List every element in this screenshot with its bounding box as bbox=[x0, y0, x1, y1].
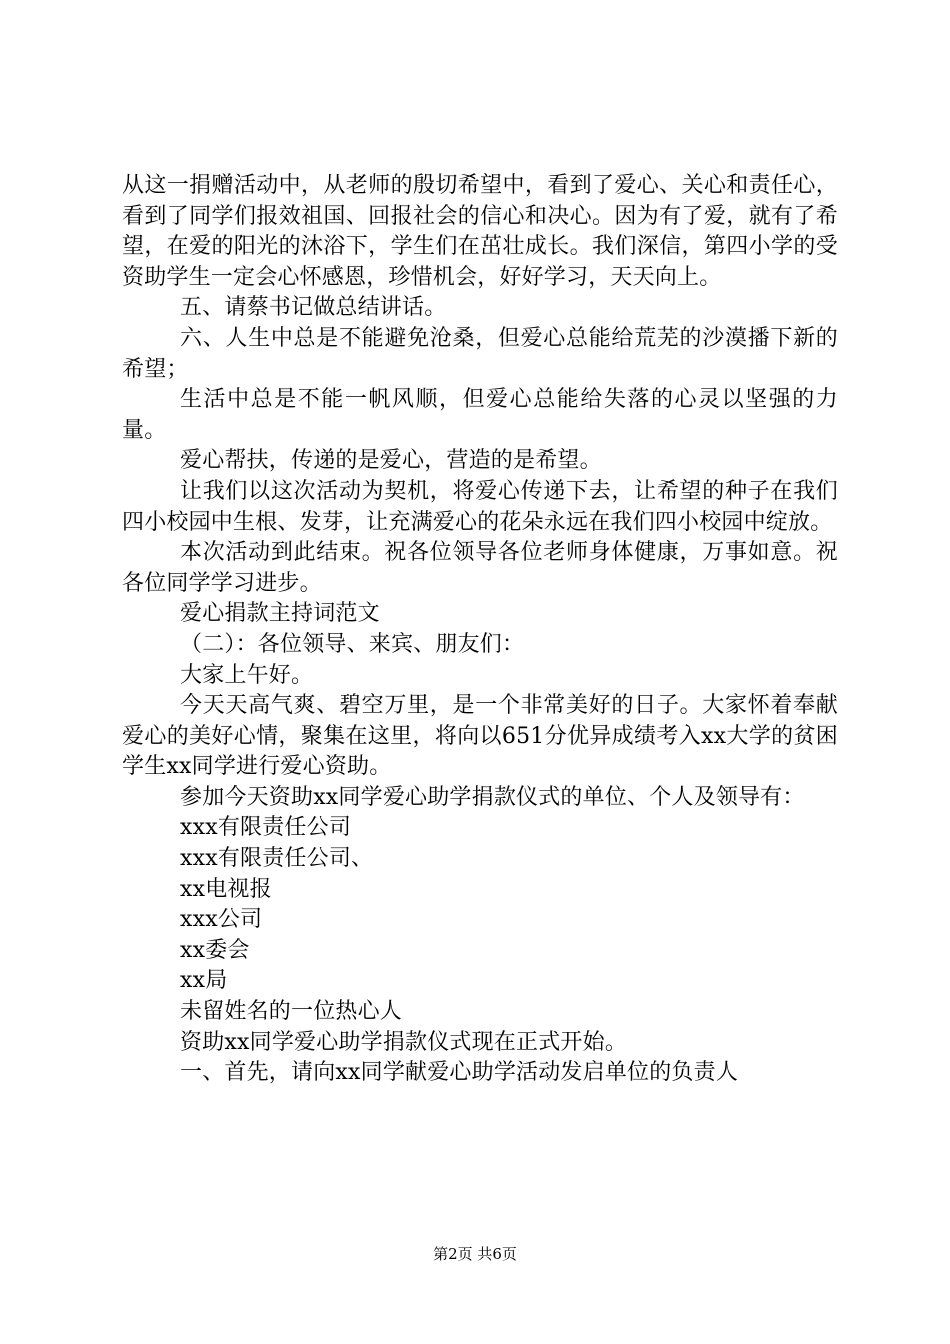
list-item: xx局 bbox=[180, 968, 228, 994]
paragraph: 六、人生中总是不能避免沧桑，但爱心总能给荒芜的沙漠播下新的希望； bbox=[122, 325, 838, 382]
list-item: xx电视报 bbox=[180, 876, 272, 902]
paragraph: 本次活动到此结束。祝各位领导各位老师身体健康，万事如意。祝各位同学学习进步。 bbox=[122, 540, 838, 596]
paragraph: 大家上午好。 bbox=[180, 662, 314, 688]
paragraph: 今天天高气爽、碧空万里，是一个非常美好的日子。大家怀着奉献爱心的美好心情，聚集在这里，将向以651分优异成绩考入xx大学的贫困学生xx同学进行爱心资助。 bbox=[122, 693, 838, 780]
list-item: xxx有限责任公司、 bbox=[180, 846, 374, 872]
document-body bbox=[122, 171, 838, 1089]
paragraph: 让我们以这次活动为契机，将爱心传递下去，让希望的种子在我们四小校园中生根、发芽，让充满爱心的花朵永远在我们四小校园中绽放。 bbox=[122, 478, 838, 535]
paragraph: 一、首先，请向xx同学献爱心助学活动发启单位的负责人 bbox=[180, 1060, 739, 1086]
paragraph: 爱心帮扶，传递的是爱心，营造的是希望。 bbox=[180, 448, 602, 474]
paragraph: 参加今天资助xx同学爱心助学捐款仪式的单位、个人及领导有： bbox=[180, 784, 805, 810]
list-item: 未留姓名的一位热心人 bbox=[180, 999, 403, 1025]
paragraph: 五、请蔡书记做总结讲话。 bbox=[180, 295, 447, 321]
list-item: xxx公司 bbox=[180, 907, 263, 933]
list-item: xx委会 bbox=[180, 937, 250, 963]
paragraph: 生活中总是不能一帆风顺，但爱心总能给失落的心灵以坚强的力量。 bbox=[122, 387, 838, 443]
paragraph: 资助xx同学爱心助学捐款仪式现在正式开始。 bbox=[180, 1029, 628, 1055]
paragraph: 从这一捐赠活动中，从老师的殷切希望中，看到了爱心、关心和责任心，看到了同学们报效祖国、回报社会的信心和决心。因为有了爱，就有了希望，在爱的阳光的沐浴下，学生们在茁壮成长。我们深信，第四小学的受资助学生一定会心怀感恩，珍惜机会，好好学习，天天向上。 bbox=[122, 173, 838, 290]
page-number-footer: 第2页 共6页 bbox=[433, 1245, 517, 1263]
section-heading: 爱心捐款主持词范文 bbox=[180, 601, 380, 627]
list-item: xxx有限责任公司 bbox=[180, 815, 352, 841]
paragraph: （二）：各位领导、来宾、朋友们： bbox=[180, 631, 525, 657]
